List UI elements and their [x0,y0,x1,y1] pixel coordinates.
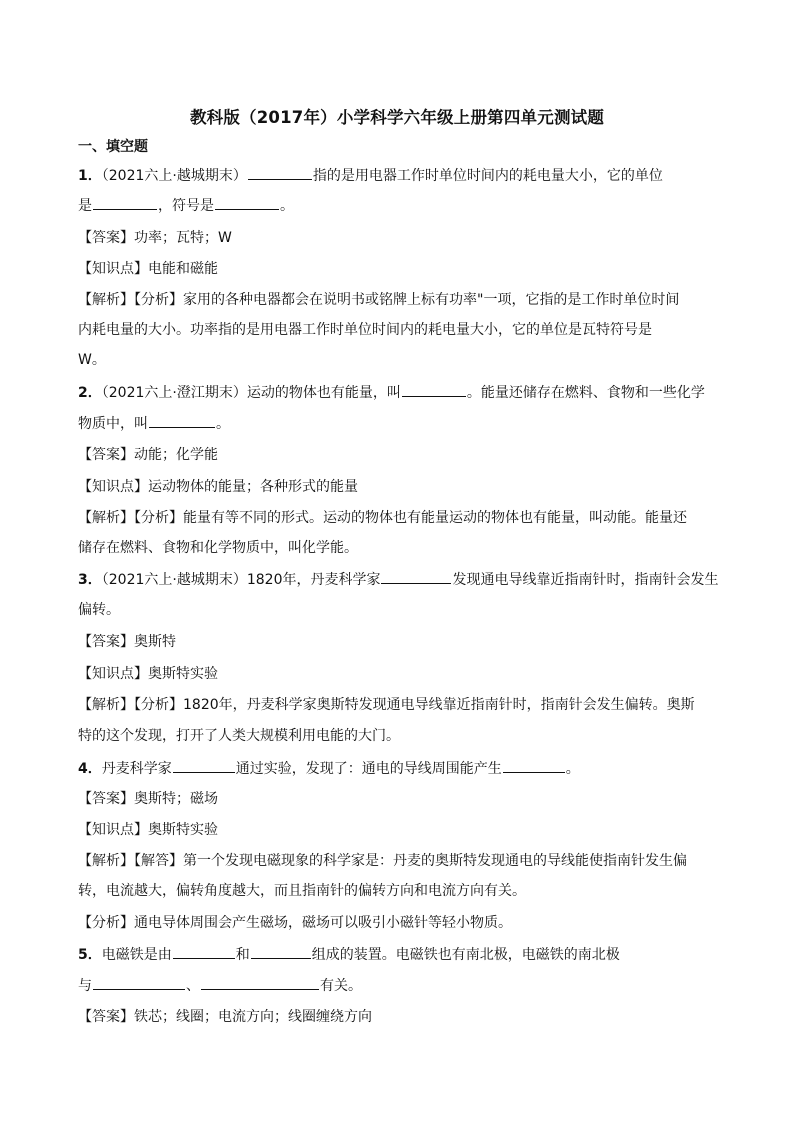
question-text: 电磁铁是由 [101,947,172,963]
answer-blank[interactable] [149,413,215,428]
question-1-line-2 [78,195,294,216]
question-text: 丹麦科学家 [101,761,172,777]
question-text: 有关。 [320,978,362,994]
knowledge-point-line: 【知识点】运动物体的能量；各种形式的能量 [78,479,358,495]
question-4-line-1 [78,758,580,779]
analysis-line: 储存在燃料、食物和化学物质中，叫化学能。 [78,540,358,556]
question-text: 运动的物体也有能量，叫 [246,385,401,401]
question-number: 2． [78,385,102,401]
question-text: 指的是用电器工作时单位时间内的耗电量大小，它的单位 [312,168,663,184]
question-text: 组成的装置。电磁铁也有南北极，电磁铁的南北极 [311,947,620,963]
answer-line: 【答案】奥斯特 [78,634,176,650]
question-3-line-2: 偏转。 [78,602,120,618]
question-5-line-1 [78,944,620,965]
question-text: 1820年，丹麦科学家 [246,572,381,588]
question-text: 物质中，叫 [78,416,148,432]
answer-blank[interactable] [503,758,565,773]
question-text: 与 [78,978,92,994]
question-source: （2021六上·澄江期末） [101,385,247,401]
page-title: 教科版（2017年）小学科学六年级上册第四单元测试题 [189,108,605,127]
question-text: 。 [280,198,294,214]
answer-line: 【答案】动能；化学能 [78,447,218,463]
analysis-line: 【解析】【分析】家用的各种电器都会在说明书或铭牌上标有功率"一项，它指的是工作时单位时间 [78,292,680,308]
question-2-line-2 [78,413,230,434]
question-number: 5． [78,947,102,963]
question-number: 4． [78,761,102,777]
question-text: 。能量还储存在燃料、食物和一些化学 [466,385,705,401]
analysis-line: 【解析】【解答】第一个发现电磁现象的科学家是：丹麦的奥斯特发现通电的导线能使指南针发生偏 [78,853,687,869]
question-5-line-2 [78,975,362,996]
question-source: （2021六上·越城期末） [101,168,247,184]
answer-blank[interactable] [251,944,311,959]
knowledge-point-line: 【知识点】奥斯特实验 [78,666,218,682]
knowledge-point-line: 【知识点】电能和磁能 [78,261,218,277]
question-text: 。 [565,761,580,777]
analysis-line: 特的这个发现，打开了人类大规模利用电能的大门。 [78,728,400,744]
analysis-line: 内耗电量的大小。功率指的是用电器工作时单位时间内的耗电量大小，它的单位是瓦特符号是 [78,322,652,338]
answer-blank[interactable] [215,195,279,210]
answer-blank[interactable] [402,382,466,397]
answer-blank[interactable] [93,195,157,210]
answer-blank[interactable] [173,944,235,959]
analysis-line: 【解析】【分析】能量有等不同的形式。运动的物体也有能量运动的物体也有能量，叫动能。能量还 [78,510,687,526]
knowledge-point-line: 【知识点】奥斯特实验 [78,822,218,838]
question-number: 1． [78,168,102,184]
analysis-line: 【解析】【分析】1820年，丹麦科学家奥斯特发现通电导线靠近指南针时，指南针会发生偏转。奥斯 [78,697,695,713]
answer-line: 【答案】奥斯特；磁场 [78,791,218,807]
analysis-line: W。 [78,352,106,368]
answer-line: 【答案】功率；瓦特；W [78,230,232,246]
answer-line: 【答案】铁芯；线圈；电流方向；线圈缠绕方向 [78,1009,372,1025]
question-text: 通过实验，发现了：通电的导线周围能产生 [235,761,502,777]
question-number: 3． [78,572,102,588]
question-text: ，符号是 [158,198,214,214]
question-1-line-1 [78,165,663,186]
question-2-line-1 [78,382,705,403]
question-text: 和 [235,947,250,963]
answer-blank[interactable] [173,758,235,773]
analysis-line: 转，电流越大，偏转角度越大，而且指南针的偏转方向和电流方向有关。 [78,883,526,899]
answer-blank[interactable] [93,975,185,990]
section-heading: 一、填空题 [78,139,148,155]
question-text: 。 [216,416,230,432]
analysis-line: 【分析】通电导体周围会产生磁场，磁场可以吸引小磁针等轻小物质。 [78,915,512,931]
question-3-line-1 [78,569,718,590]
question-source: （2021六上·越城期末） [101,572,247,588]
question-text: 发现通电导线靠近指南针时，指南针会发生 [452,572,719,588]
answer-blank[interactable] [381,569,451,584]
question-text: 、 [186,978,200,994]
question-text: 是 [78,198,92,214]
answer-blank[interactable] [201,975,319,990]
answer-blank[interactable] [248,165,312,180]
